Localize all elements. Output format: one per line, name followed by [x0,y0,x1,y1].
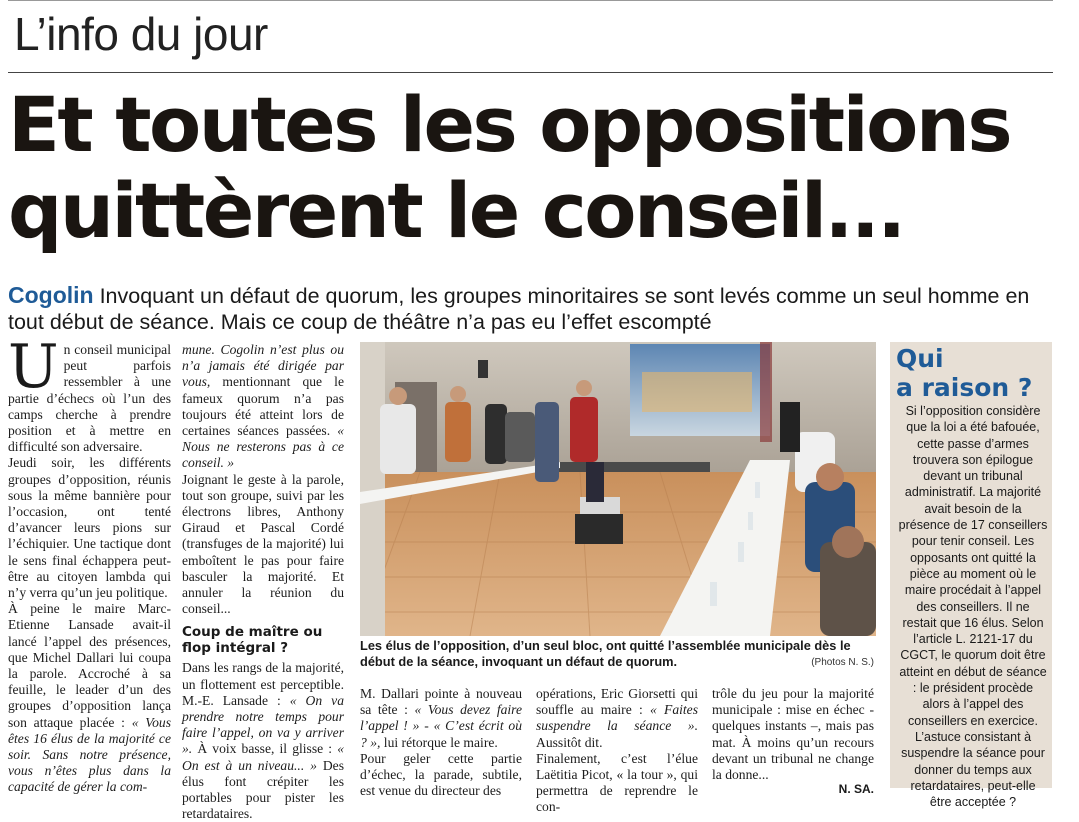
article-column-4 [536,686,698,816]
paragraph [8,601,171,795]
quote: « Faites suspendre la séance ». [536,702,698,734]
text-run: À voix basse, il glisse : [192,741,338,757]
article-column-3 [360,686,522,799]
section-rubric: L’info du jour [14,8,268,60]
paragraph: Pour geler cette partie d’échec, la parade, subtile, est venue du directeur des [360,750,522,799]
quote: « Vous devez faire l’appel ! » - « C’est écrit où ? », [360,702,523,750]
paragraph: Jeudi soir, les différents groupes d’opposition, réunis sous la même bannière pour l’occasion, ont tenté d’avancer leurs pions sur l’échiquier. Une tactique dont le sens final échappera peut-être au citoyen lambda qui n’y verra qu’un jeu politique. [8,455,171,601]
text-run: Dans les rangs de la majorité, un flottement est perceptible. M.-E. Lansade : [182,660,344,708]
text-run: M. Dallari pointe à nouveau sa tête : [360,686,522,718]
quote: « Nous ne resterons pas à ce conseil. » [182,423,344,471]
top-border [8,0,1053,1]
sidebar-title-line-1: Qui [896,344,944,373]
sidebar-title [896,344,1048,402]
subheading: Coup de maître ou flop intégral ? [182,624,323,656]
article-column-2 [182,342,344,822]
paragraph: Finalement, c’est l’élue Laëtitia Picot, « la tour », qui permettra de reprendre le con- [536,750,698,815]
quote: « On est à un niveau... » [182,741,344,773]
article-column-5 [712,686,874,783]
photo-caption: Les élus de l’opposition, d’un seul bloc, ont quitté l’assemblée municipale dès le début de la séance, invoquant un défaut de quorum. [360,638,851,669]
standfirst-text: Invoquant un défaut de quorum, les groupes minoritaires se sont levés comme un seul homme en tout début de séance. Mais ce coup de théâtre n’a pas eu l’effet escompté [8,284,1030,334]
text-run: mentionnant que le fameux quorum n’a pas toujours été atteint lors de certaines séances passées. [182,374,344,439]
paragraph: Joignant le geste à la parole, tout son groupe, suivi par les électrons libres, Anthony Giraud et Pascal Cordé (transfuges de la majorité) lui emboîtent le pas pour faire basculer la majorité. Et annuler la réunion du conseil... [182,471,344,617]
text-run: lui rétorque le maire. [380,734,498,750]
quote: « On va prendre notre temps pour faire l’appel, on va y arriver ». [182,692,344,757]
paragraph [536,686,698,751]
headline-line-1: Et toutes les oppositions [8,80,1011,169]
text-run: opérations, Eric Giorsetti qui souffle au maire : [536,686,698,718]
paragraph: trôle du jeu pour la majorité municipale : mise en échec - quelques instants –, mais pas mat. À moins qu’un recours devant un tribunal ne change la donne... [712,686,874,783]
text-run: À peine le maire Marc-Etienne Lansade avait-il lancé l’appel des présences, que Michel Dallari lui coupa la parole. Accroché à sa feuille, le leader d’un des groupes d’opposition lança son attaque placée : [8,601,171,730]
quote: « Vous êtes 16 élus de la majorité ce soir. Sans notre présence, vous n’êtes plus dans la capacité de gérer la com- [8,714,171,795]
standfirst [8,282,1068,335]
drop-cap: U [8,332,59,402]
paragraph [360,686,522,751]
author-signature: N. SA. [838,782,874,796]
dateline-location: Cogolin [8,282,94,308]
sidebar-title-line-2: a raison ? [896,373,1033,402]
paragraph: n conseil municipal peut parfois ressembler à une partie d’échecs où l’un des camps cherche à prendre position et à mettre en difficulté son adversaire. [8,342,171,455]
photo-illustration [360,342,876,636]
paragraph [182,342,344,472]
paragraph [182,660,344,822]
rubric-divider [8,72,1053,73]
article-column-1 [8,332,171,796]
headline [8,82,1068,254]
sidebar-text: Si l’opposition considère que la loi a été bafouée, cette passe d’armes trouvera son épilogue devant un tribunal administratif. La majorité avait besoin de la présence de 17 conseillers pour tenir conseil. Les opposants ont quitté la pièce au moment où le maire procédait à l’appel des conseillers. Il ne restait que 16 élus. Selon l’article L. 2121-17 du CGCT, le quorum doit être atteint en début de séance : le président procède alors à l’appel des conseillers en exercice. L’astuce consistant à suspendre la séance pour donner du temps aux retardataires, peut-elle être acceptée ? [898,404,1048,810]
text-run: Des élus font crépiter les portables pour pister les retardataires. [182,757,344,822]
quote: mune. Cogolin n’est plus ou n’a jamais été dirigée par vous, [182,342,344,390]
text-run: Aussitôt dit. [536,734,603,750]
sidebar-box [890,342,1052,810]
headline-line-2: quittèrent le conseil... [8,166,904,255]
photo-credit: (Photos N. S.) [811,657,874,668]
council-meeting-photo [360,342,876,636]
